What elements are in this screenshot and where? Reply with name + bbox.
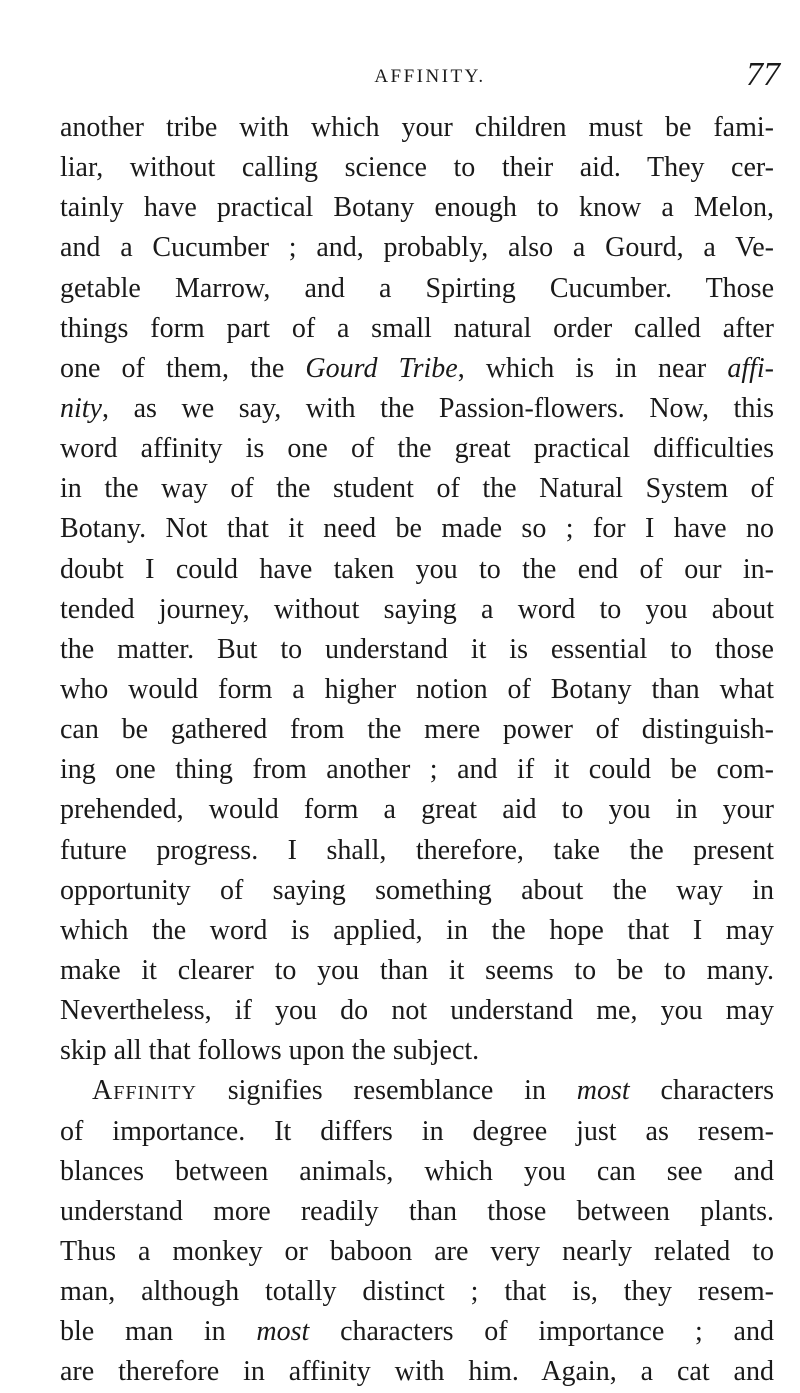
text-line: liar, without calling science to their aid. They cer- [60,152,774,184]
text-line: blances between animals, which you can see and [60,1155,774,1187]
text-line: Botany. Not that it need be made so ; for I have no [60,513,774,545]
text-line [60,1312,774,1352]
text-line: things form part of a small natural order called after [60,312,774,344]
text-line [60,1071,774,1111]
body-text [60,108,774,1393]
text-span: one of them, the [60,352,306,384]
text-line: can be gathered from the mere power of distinguish- [60,714,774,746]
text-line: make it clearer to you than it seems to be to many. [60,954,774,986]
text-line: doubt I could have taken you to the end of our in- [60,553,774,585]
text-line: another tribe with which your children must be fami- [60,112,774,143]
text-span: ble man in [60,1316,257,1348]
running-head [60,56,782,102]
text-span: , as we say, with the Passion-flowers. Now, this [102,392,774,424]
text-line: and a Cucumber ; and, probably, also a Gourd, a Ve- [60,232,774,264]
text-line: future progress. I shall, therefore, take the present [60,834,774,866]
italic-term: affi- [727,352,774,384]
page-number: 77 [746,56,780,93]
text-line: tended journey, without saying a word to you about [60,593,774,625]
text-line: of importance. It differs in degree just as resem- [60,1115,774,1147]
italic-term: most [576,1075,630,1107]
text-line: are therefore in affinity with him. Again, a cat and [60,1356,774,1388]
text-line: opportunity of saying something about the way in [60,874,774,906]
text-line: ing one thing from another ; and if it could be com- [60,754,774,786]
text-line: which the word is applied, in the hope that I may [60,914,774,946]
text-line: prehended, would form a great aid to you in your [60,794,774,826]
italic-term: Gourd Tribe [305,352,458,384]
italic-term: most [256,1316,310,1348]
text-line: getable Marrow, and a Spirting Cucumber. Those [60,272,774,304]
text-span: characters of importance ; and [309,1316,774,1348]
text-line: understand more readily than those between plants. [60,1195,774,1227]
text-line: in the way of the student of the Natural System of [60,473,774,505]
text-line: who would form a higher notion of Botany than what [60,673,774,705]
text-line: skip all that follows upon the subject. [60,1035,480,1067]
small-caps-term: Affinity [92,1075,197,1107]
text-line: word affinity is one of the great practical difficulties [60,433,774,465]
text-line: man, although totally distinct ; that is, they resem- [60,1276,774,1308]
text-line: Nevertheless, if you do not understand me, you may [60,995,774,1027]
text-span: , which is in near [457,352,728,384]
text-line: tainly have practical Botany enough to know a Melon, [60,192,774,224]
text-line [60,349,774,389]
text-line [60,389,774,429]
italic-term: nity [60,392,102,424]
running-title: AFFINITY. [374,66,486,87]
text-span: signifies resemblance in [196,1075,577,1107]
text-line: Thus a monkey or baboon are very nearly related to [60,1235,774,1267]
text-span: characters [629,1075,774,1107]
text-line: the matter. But to understand it is essential to those [60,633,774,665]
